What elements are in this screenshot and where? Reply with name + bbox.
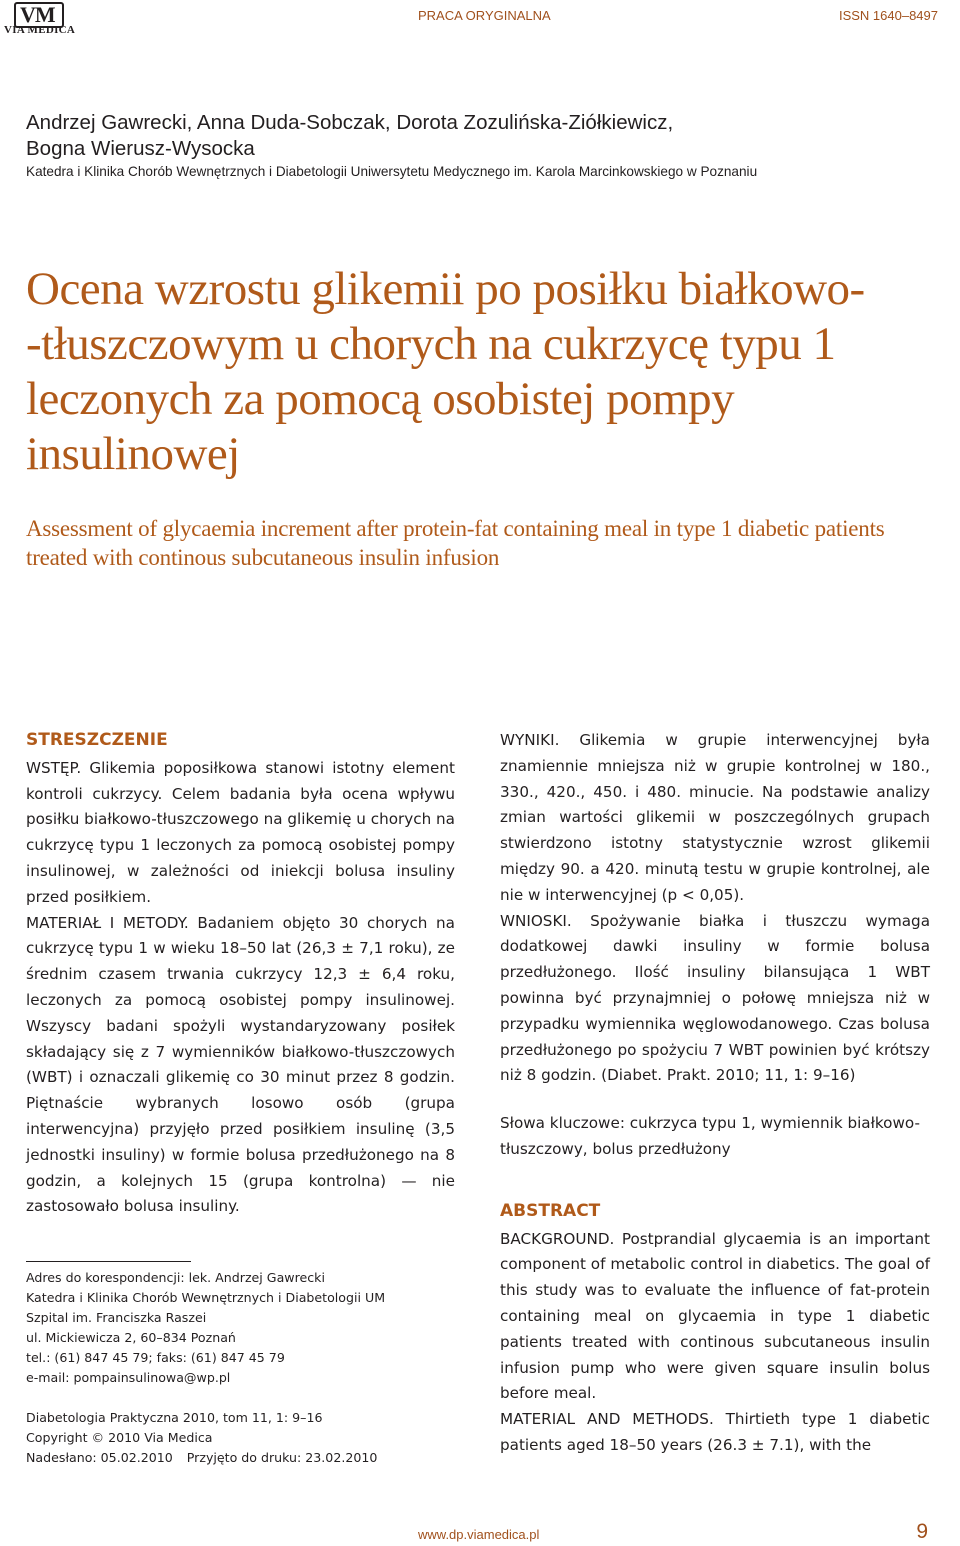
issn: ISSN 1640–8497: [838, 8, 938, 23]
wyniki-text: Glikemia w grupie interwencyjnej była znamiennie mniejsza niż w grupie kontrolnej w 180., 330., 420., 450. i 480. minucie. Na podstawie analizy zmian wartości glikemii w poszczególnych grupach stwierdzono istotny statystycznie wzrost glikemii między 90. a 420. minutą testu w grupie kontrolnej, ale nie w interwencyjnej (p < 0,05).: [500, 731, 930, 904]
authors-line-1: Andrzej Gawrecki, Anna Duda-Sobczak, Dorota Zozulińska-Ziółkiewicz,: [26, 111, 674, 134]
streszczenie-column: [26, 728, 455, 1220]
streszczenie-heading: STRESZCZENIE: [26, 730, 168, 750]
correspondence-line: Adres do korespondencji: lek. Andrzej Gawrecki: [26, 1270, 325, 1285]
correspondence-line: Szpital im. Franciszka Raszei: [26, 1310, 207, 1325]
logo-mark: VM: [14, 2, 64, 28]
authors: [26, 110, 926, 162]
correspondence-line: ul. Mickiewicza 2, 60–834 Poznań: [26, 1330, 236, 1345]
background-paragraph: [500, 1227, 930, 1408]
right-column: [500, 728, 930, 1459]
methods-label: MATERIAL AND METHODS.: [500, 1410, 714, 1429]
title-line-4: insulinowej: [26, 428, 240, 480]
correspondence-line: tel.: (61) 847 45 79; faks: (61) 847 45 79: [26, 1350, 285, 1365]
received-date: Nadesłano: 05.02.2010: [26, 1450, 173, 1465]
correspondence-line: Katedra i Klinika Chorób Wewnętrznych i Diabetologii UM: [26, 1290, 386, 1305]
wnioski-text: Spożywanie białka i tłuszczu wymaga dodatkowej dawki insuliny w formie bolusa przedłużonego. Ilość insuliny bilansująca 1 WBT powinna być przynajmniej o połowę mniejsza niż w przypadku wymiennika węglowodanowego. Czas bolusa przedłużonego po spożyciu 7 WBT powinien być krótszy niż 8 godzin. (Diabet. Prakt. 2010; 11, 1: 9–16): [500, 911, 930, 1085]
dates-line: [26, 1448, 456, 1468]
wyniki-paragraph: [500, 728, 930, 909]
citation: [26, 1408, 456, 1468]
section-label: PRACA ORYGINALNA: [418, 8, 551, 23]
title-line-1: Ocena wzrostu glikemii po posiłku białkowo-: [26, 263, 865, 315]
citation-line: Diabetologia Praktyczna 2010, tom 11, 1: 9–16: [26, 1410, 323, 1425]
methods-paragraph: [500, 1407, 930, 1459]
copyright-line: Copyright © 2010 Via Medica: [26, 1430, 213, 1445]
title-line-3: leczonych za pomocą osobistej pompy: [26, 373, 735, 425]
title-line-2: -tłuszczowym u chorych na cukrzycę typu 1: [26, 318, 836, 370]
metody-text: Badaniem objęto 30 chorych na cukrzycę typu 1 w wieku 18–50 lat (26,3 ± 7,1 roku), ze średnim czasem trwania cukrzycy 12,3 ± 6,4 roku, leczonych za pomocą osobistej pompy insulinowej. Wszyscy badani spożyli wystandaryzowany posiłek składający się z 7 wymienników białkowo-tłuszczowych (WBT) i oznaczali glikemię co 30 minut przez 8 godzin. Piętnaście wybranych losowo osób (grupa interwencyjna) przyjęło przed posiłkiem insulinę (3,5 jednostki insuliny) w formie bolusa przedłużonego na 8 godzin, a kolejnych 15 (grupa kontrolna) — nie zastosowało bolusa insuliny.: [26, 913, 455, 1216]
authors-line-2: Bogna Wierusz-Wysocka: [26, 137, 255, 160]
wstep-text: Glikemia poposiłkowa stanowi istotny element kontroli cukrzycy. Celem badania była ocena wpływu posiłku białkowo-tłuszczowego na glikemię u chorych na cukrzycę typu 1 leczonych za pomocą osobistej pompy insulinowej, w zależności od iniekcji bolusa insuliny przed posiłkiem.: [26, 758, 455, 906]
english-title: Assessment of glycaemia increment after protein-fat containing meal in type 1 diabetic patients treated with continous subcutaneous insulin infusion: [26, 516, 885, 570]
accepted-date: Przyjęto do druku: 23.02.2010: [186, 1450, 378, 1465]
methods-text: Thirtieth type 1 diabetic patients aged 18–50 years (26.3 ± 7.1), with the: [500, 1410, 931, 1454]
abstract-heading: ABSTRACT: [500, 1200, 601, 1221]
footnote-rule: [26, 1261, 191, 1262]
page-number: 9: [916, 1520, 928, 1543]
correspondence: [26, 1268, 456, 1388]
affiliation: Katedra i Klinika Chorób Wewnętrznych i Diabetologii Uniwersytetu Medycznego im. Karola Marcinkowskiego w Poznaniu: [26, 164, 758, 179]
background-label: BACKGROUND.: [500, 1229, 615, 1248]
article-title: [26, 262, 946, 482]
journal-url[interactable]: www.dp.viamedica.pl: [418, 1527, 540, 1542]
wstep-paragraph: [26, 756, 455, 911]
metody-paragraph: [26, 911, 455, 1221]
correspondence-email: e-mail: pompainsulinowa@wp.pl: [26, 1370, 231, 1385]
background-text: Postprandial glycaemia is an important component of metabolic control in diabetics. The goal of this study was to evaluate the influence of fat-protein containing meal on glycaemia in type 1 diabetic patients treated with continous subcutaneous insulin infusion pump who were given square insulin bolus before meal.: [500, 1229, 930, 1403]
keywords: Słowa kluczowe: cukrzyca typu 1, wymiennik białkowo-tłuszczowy, bolus przedłużony: [500, 1114, 920, 1158]
publisher-logo: [4, 2, 76, 36]
wyniki-label: WYNIKI.: [500, 731, 560, 749]
metody-label: MATERIAŁ I METODY.: [26, 913, 189, 932]
wnioski-label: WNIOSKI.: [500, 911, 572, 930]
wnioski-paragraph: [500, 909, 930, 1090]
logo-text: VIA MEDICA: [4, 24, 76, 36]
wstep-label: WSTĘP.: [26, 758, 82, 777]
